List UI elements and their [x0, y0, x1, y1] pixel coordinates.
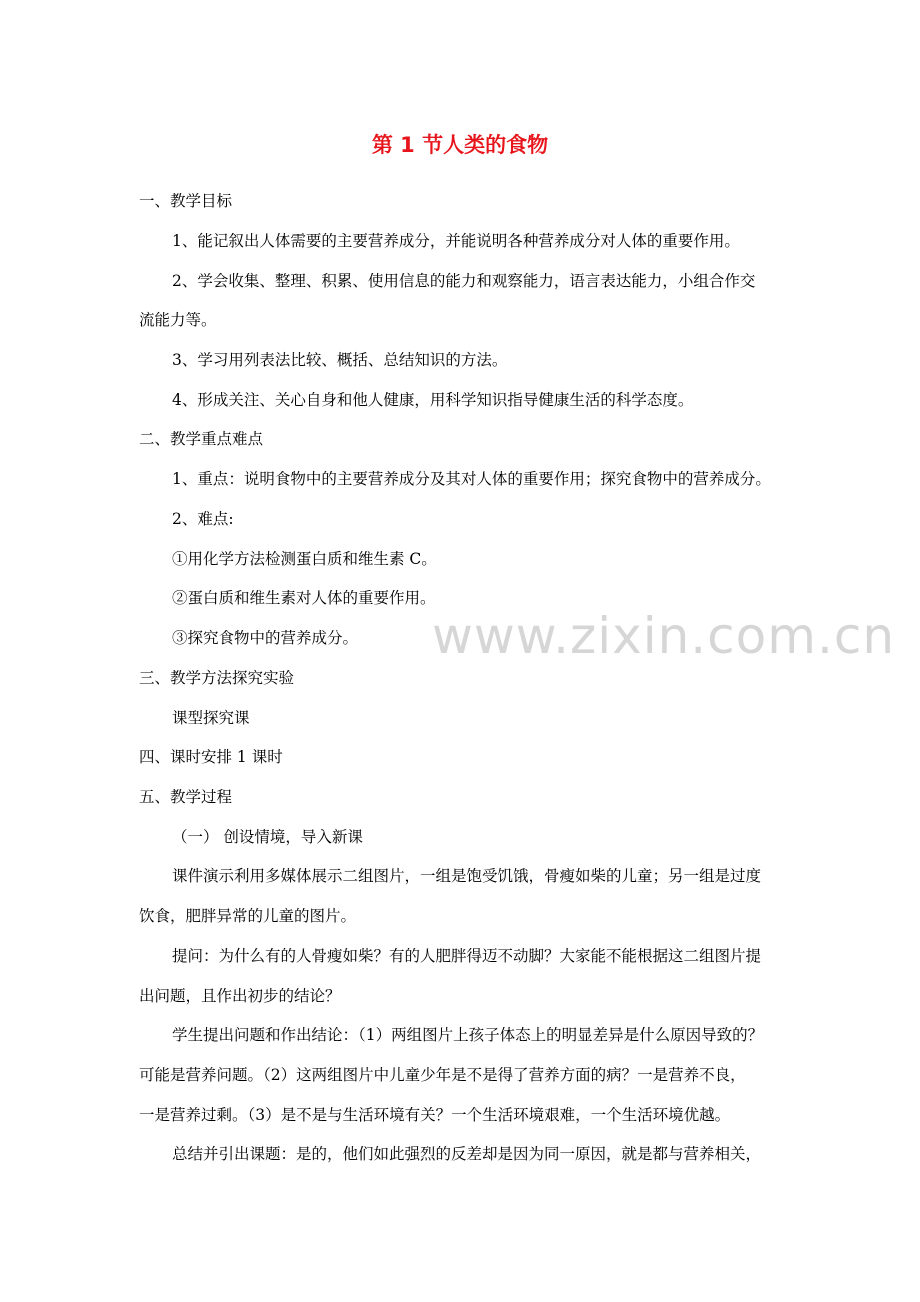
- section-heading-schedule: 四、课时安排 1 课时: [139, 748, 283, 766]
- paragraph-line: 2、难点:: [172, 510, 234, 528]
- paragraph-line: ①用化学方法检测蛋白质和维生素 C。: [172, 550, 437, 568]
- paragraph-line: 总结并引出课题：是的，他们如此强烈的反差却是因为同一原因，就是都与营养相关，: [172, 1145, 762, 1163]
- paragraph-line: 4、形成关注、关心自身和他人健康，用科学知识指导健康生活的科学态度。: [172, 391, 694, 409]
- paragraph-line: 流能力等。: [139, 311, 217, 329]
- section-heading-process: 五、教学过程: [139, 788, 233, 806]
- paragraph-line: 提问：为什么有的人骨瘦如柴？有的人肥胖得迈不动脚？大家能不能根据这二组图片提: [172, 947, 762, 965]
- paragraph-line: 课件演示利用多媒体展示二组图片，一组是饱受饥饿，骨瘦如柴的儿童；另一组是过度: [172, 867, 762, 885]
- section-heading-methods: 三、教学方法探究实验: [139, 669, 295, 687]
- paragraph-line: 1、重点：说明食物中的主要营养成分及其对人体的重要作用；探究食物中的营养成分。: [172, 470, 771, 488]
- paragraph-line: 1、能记叙出人体需要的主要营养成分，并能说明各种营养成分对人体的重要作用。: [172, 232, 740, 250]
- document-title: 第 1 节人类的食物: [371, 133, 549, 157]
- watermark: www.zixin.com.cn: [432, 607, 896, 665]
- paragraph-line: 可能是营养问题。（2）这两组图片中儿童少年是不是得了营养方面的病？一是营养不良，: [139, 1066, 746, 1084]
- subsection-heading: （一） 创设情境，导入新课: [172, 828, 363, 846]
- paragraph-line: 出问题，且作出初步的结论？: [139, 987, 341, 1005]
- paragraph-line: 学生提出问题和作出结论：（1）两组图片上孩子体态上的明显差异是什么原因导致的？: [172, 1026, 764, 1044]
- paragraph-line: 2、学会收集、整理、积累、使用信息的能力和观察能力，语言表达能力，小组合作交: [172, 272, 756, 290]
- paragraph-line: 饮食，肥胖异常的儿童的图片。: [139, 907, 357, 925]
- paragraph-line: 3、学习用列表法比较、概括、总结知识的方法。: [172, 351, 508, 369]
- paragraph-line: 一是营养过剩。（3）是不是与生活环境有关？一个生活环境艰难，一个生活环境优越。: [139, 1106, 731, 1124]
- paragraph-line: ②蛋白质和维生素对人体的重要作用。: [172, 589, 436, 607]
- paragraph-line: ③探究食物中的营养成分。: [172, 629, 359, 647]
- paragraph-line: 课型探究课: [172, 709, 250, 727]
- section-heading-key-points: 二、教学重点难点: [139, 430, 264, 448]
- section-heading-objectives: 一、教学目标: [139, 192, 233, 210]
